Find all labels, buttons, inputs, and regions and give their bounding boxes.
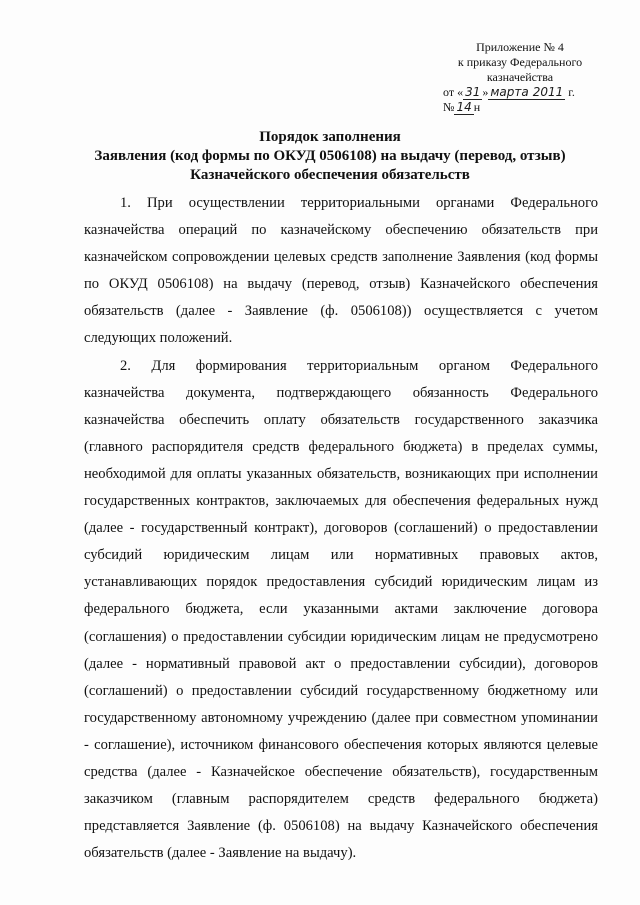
appendix-header (425, 40, 615, 115)
handwritten-year: 2011 (532, 85, 564, 99)
handwritten-order-number: 14 (456, 100, 472, 114)
paragraph-2: 2. Для формирования территориальным органом Федерального казначейства документа, подтверждающего обязанность Федерального казначейства обеспечить оплату обязательств государственного заказчика (главного распорядителя средств федерального бюджета) в пределах суммы, необходимой для оплаты указанных обязательств, возникающих при исполнении государственных контрактов, заключаемых для обеспечения федеральных нужд (далее - государственный контракт), договоров (соглашений) о предоставлении субсидий юридическим лицам или нормативных правовых актов, устанавливающих порядок предоставления субсидий юридическим лицам из федерального бюджета, если указанными актами заключение договора (соглашения) о предоставлении субсидии юридическим лицам не предусмотрено (далее - нормативный правовой акт о предоставлении субсидии), договоров (соглашений) о предоставлении субсидий государственному бюджетному или государственному автономному учреждению (далее при совместном упоминании - соглашение), источником финансового обеспечения которых являются целевые средства (далее - Казначейское обеспечение обязательств), государственным заказчиком (главным распорядителем средств федерального бюджета) представляется Заявление (ф. 0506108) на выдачу Казначейского обеспечения обязательств (далее - Заявление на выдачу). (84, 357, 598, 862)
appendix-agency: казначейства (486, 70, 554, 84)
date-prefix: от « (443, 85, 464, 99)
date-number-label: г. № (443, 85, 575, 114)
title-line-2: Заявления (код формы по ОКУД 0506108) на выдачу (перевод, отзыв) (94, 148, 566, 164)
document-body (84, 190, 598, 867)
handwritten-month: марта (490, 85, 529, 99)
handwritten-day: 31 (465, 85, 481, 99)
appendix-order-ref: к приказу Федерального (457, 55, 583, 69)
title-line-1: Порядок заполнения (259, 129, 401, 145)
appendix-date-line (443, 85, 615, 115)
title-line-3: Казначейского обеспечения обязательств (190, 167, 470, 183)
appendix-number: Приложение № 4 (476, 40, 564, 54)
document-title (40, 128, 620, 185)
date-quote-close: » (482, 85, 489, 99)
paragraph-1: 1. При осуществлении территориальными органами Федерального казначейства операций по казначейскому обеспечению обязательств при казначейском сопровождении целевых средств заполнение Заявления (код формы по ОКУД 0506108) на выдачу (перевод, отзыв) Казначейского обеспечения обязательств (далее - Заявление (ф. 0506108)) осуществляется с учетом следующих положений. (84, 195, 598, 347)
date-suffix: н (473, 100, 481, 114)
